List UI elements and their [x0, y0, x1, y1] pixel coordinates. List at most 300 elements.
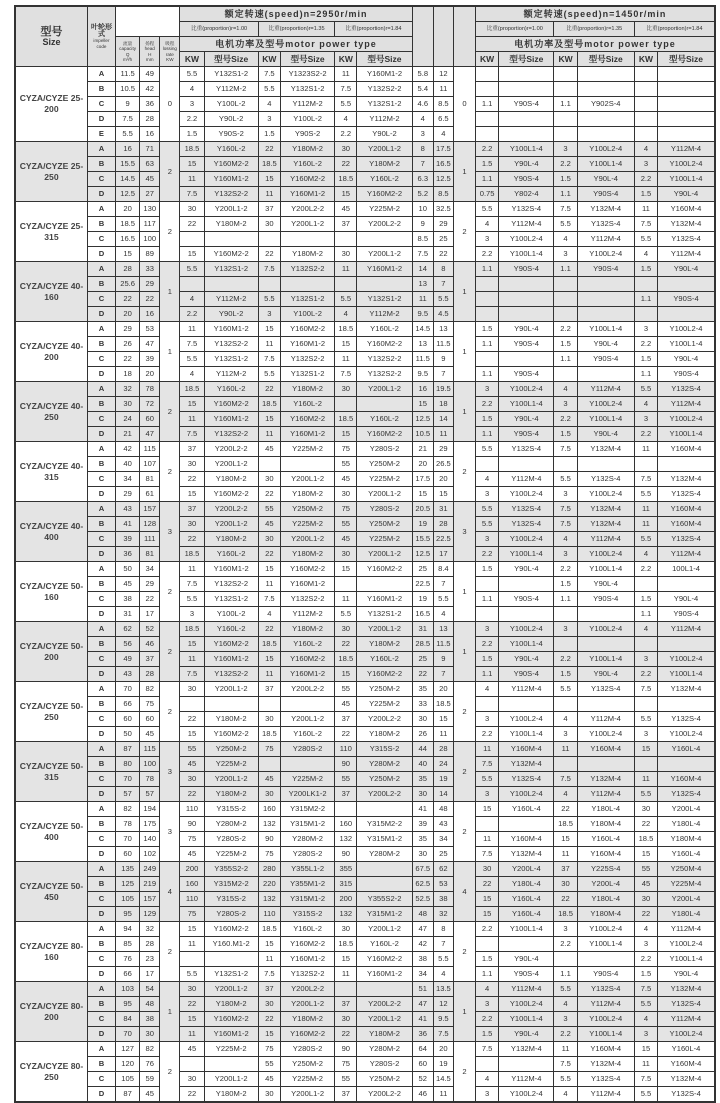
head-cell: 82 [140, 1042, 160, 1057]
head-cell: 107 [140, 457, 160, 472]
motor-model-1450-cell: Y90L-4 [577, 427, 634, 442]
motor-model-1450-cell: Y112M-4 [658, 397, 715, 412]
capacity-cell: 87 [116, 1087, 140, 1103]
kw-1450-cell: 30 [634, 892, 657, 907]
kw-1450-cell: 1.5 [554, 667, 577, 682]
motor-model-1450-cell: Y90S-4 [499, 97, 554, 112]
kw-cell: 30 [258, 712, 280, 727]
kw-cell: 18.5 [258, 637, 280, 652]
motor-model-cell: Y280S-2 [280, 1042, 334, 1057]
motor-model-cell: Y200L1-2 [280, 997, 334, 1012]
kw-1450-cell [634, 82, 657, 97]
impeller-code-cell: B [87, 517, 115, 532]
kw-cell: 5.5 [258, 292, 280, 307]
impeller-code-cell: B [87, 337, 115, 352]
head-cell: 39 [140, 352, 160, 367]
npsh-1450-cell: 2 [453, 922, 475, 982]
kw-cell: 15 [258, 322, 280, 337]
motor-model-1450-cell: Y100L2-4 [577, 142, 634, 157]
motor-model-cell: Y355S2-2 [204, 862, 258, 877]
motor-model-1450-cell: Y90S-4 [658, 367, 715, 382]
motor-model-1450-cell: Y100L2-4 [499, 712, 554, 727]
motor-model-cell: Y160M2-2 [357, 952, 412, 967]
capacity-cell: 95 [116, 997, 140, 1012]
motor-model-cell: Y160M1-2 [280, 952, 334, 967]
kw-cell: 22 [258, 547, 280, 562]
kw-cell: 55 [258, 502, 280, 517]
motor-model-cell: Y280S-2 [357, 442, 412, 457]
impeller-code-cell: C [87, 892, 115, 907]
motor-model-cell: Y280S-2 [280, 742, 334, 757]
motor-model-cell: Y315M1-2 [357, 832, 412, 847]
model-size-cell: CYZA/CYZE 80-250 [15, 1042, 87, 1103]
capacity-1450-cell: 3 [412, 127, 433, 142]
motor-model-1450-cell: Y100L1-4 [577, 412, 634, 427]
table-row [15, 712, 715, 727]
impeller-code-cell: A [87, 502, 115, 517]
motor-model-1450-cell: Y180M-4 [658, 832, 715, 847]
kw-1450-cell: 1.1 [554, 187, 577, 202]
table-row [15, 877, 715, 892]
capacity-cell: 9 [116, 97, 140, 112]
table-row [15, 697, 715, 712]
motor-model-cell: Y315M1-2 [280, 892, 334, 907]
motor-model-1450-cell: Y90L-4 [577, 577, 634, 592]
motor-model-cell: Y132S1-2 [357, 292, 412, 307]
motor-model-cell: Y132S1-2 [357, 607, 412, 622]
motor-model-cell: Y160M2-2 [204, 397, 258, 412]
kw-1450-cell: 5.5 [634, 712, 657, 727]
motor-model-1450-cell: Y132M-4 [499, 847, 554, 862]
model-size-cell: CYZA/CYZE 40-315 [15, 442, 87, 502]
impeller-code-cell: A [87, 802, 115, 817]
impeller-code-cell: D [87, 967, 115, 982]
kw-1450-cell: 3 [554, 247, 577, 262]
kw-cell: 30 [180, 982, 204, 997]
kw-cell: 110 [180, 892, 204, 907]
kw-cell: 7.5 [180, 337, 204, 352]
motor-model-1450-cell: Y90L-4 [499, 652, 554, 667]
motor-model-cell [357, 232, 412, 247]
kw-1450-cell: 30 [634, 802, 657, 817]
head-cell: 23 [140, 952, 160, 967]
motor-model-1450-cell: Y132M-4 [577, 502, 634, 517]
motor-model-cell: Y160M1-2 [204, 412, 258, 427]
capacity-1450-cell: 19 [412, 592, 433, 607]
size-col-header: 型号Size [204, 52, 258, 67]
kw-1450-cell: 3 [634, 412, 657, 427]
head-1450-cell: 13 [433, 622, 453, 637]
motor-model-cell: Y132S1-2 [357, 97, 412, 112]
motor-model-cell: Y180M-2 [204, 217, 258, 232]
motor-model-1450-cell: Y200L-4 [499, 862, 554, 877]
kw-cell: 75 [258, 847, 280, 862]
capacity-1450-cell: 11 [412, 292, 433, 307]
head-cell: 36 [140, 97, 160, 112]
kw-cell: 22 [335, 637, 357, 652]
kw-1450-cell: 1.5 [634, 592, 657, 607]
npsh-cell: 2 [160, 1042, 180, 1103]
table-row [15, 607, 715, 622]
table-row [15, 592, 715, 607]
head-cell: 47 [140, 337, 160, 352]
motor-model-1450-cell: Y160M-4 [658, 517, 715, 532]
head-cell: 81 [140, 472, 160, 487]
motor-model-1450-cell: Y100L1-4 [499, 1012, 554, 1027]
motor-model-1450-cell: Y180L-4 [577, 892, 634, 907]
npsh-1450-cell: 4 [453, 862, 475, 922]
motor-model-cell: Y132S2-2 [280, 352, 334, 367]
motor-model-1450-cell: Y90S-4 [658, 607, 715, 622]
kw-cell: 220 [258, 877, 280, 892]
kw-1450-cell [634, 67, 657, 82]
motor-model-1450-cell [658, 67, 715, 82]
kw-cell: 45 [258, 517, 280, 532]
motor-model-cell: Y160L-2 [357, 322, 412, 337]
kw-1450-cell: 15 [634, 742, 657, 757]
kw-cell: 11 [335, 967, 357, 982]
motor-model-1450-cell [658, 127, 715, 142]
kw-cell [180, 1057, 204, 1072]
motor-model-cell: Y200L1-2 [204, 772, 258, 787]
kw-cell [258, 277, 280, 292]
kw-1450-cell: 22 [554, 892, 577, 907]
kw-1450-cell: 22 [634, 817, 657, 832]
kw-1450-cell: 4 [476, 217, 499, 232]
kw-1450-cell: 1.5 [476, 322, 499, 337]
head-1450-cell: 19 [433, 772, 453, 787]
motor-model-cell: Y160M1-2 [280, 337, 334, 352]
motor-model-1450-cell [499, 937, 554, 952]
motor-model-1450-cell: Y90S-4 [577, 967, 634, 982]
kw-cell: 22 [258, 142, 280, 157]
kw-1450-cell [476, 127, 499, 142]
motor-model-cell: Y160M2-2 [204, 1012, 258, 1027]
kw-cell: 7.5 [180, 667, 204, 682]
capacity-1450-cell: 5.4 [412, 82, 433, 97]
kw-1450-cell: 5.5 [554, 682, 577, 697]
kw-cell: 75 [335, 502, 357, 517]
motor-model-1450-cell: Y132M-4 [658, 472, 715, 487]
motor-model-cell: Y250M-2 [357, 1072, 412, 1087]
motor-model-cell: Y180M-2 [357, 157, 412, 172]
kw-cell: 3 [258, 307, 280, 322]
head-cell: 102 [140, 847, 160, 862]
capacity-1450-cell: 8.5 [412, 232, 433, 247]
impeller-code-cell: A [87, 622, 115, 637]
kw-1450-cell [476, 67, 499, 82]
impeller-code-cell: A [87, 742, 115, 757]
motor-model-cell: Y200LK1-2 [280, 787, 334, 802]
kw-cell: 30 [258, 1087, 280, 1103]
head-cell: 37 [140, 652, 160, 667]
table-row [15, 217, 715, 232]
head-cell: 49 [140, 67, 160, 82]
motor-model-cell [204, 1057, 258, 1072]
motor-model-1450-cell: Y90L-4 [658, 592, 715, 607]
kw-1450-cell: 2.2 [634, 427, 657, 442]
head-1450-cell: 17.5 [433, 142, 453, 157]
motor-model-cell: Y132S1-2 [280, 82, 334, 97]
kw-cell: 22 [180, 532, 204, 547]
motor-model-cell: Y132S2-2 [204, 187, 258, 202]
motor-model-1450-cell: Y100L2-4 [658, 652, 715, 667]
capacity-1450-cell: 20 [412, 457, 433, 472]
kw-1450-cell: 1.5 [554, 427, 577, 442]
capacity-1450-cell: 34 [412, 967, 433, 982]
impeller-code-cell: D [87, 187, 115, 202]
table-row [15, 727, 715, 742]
kw-1450-cell: 7.5 [554, 202, 577, 217]
head-1450-cell: 5.5 [433, 592, 453, 607]
head-1450-cell: 7 [433, 937, 453, 952]
capacity-cell: 66 [116, 697, 140, 712]
kw-1450-cell [634, 457, 657, 472]
kw-1450-cell: 2.2 [476, 1012, 499, 1027]
motor-model-cell: Y160M1-2 [357, 967, 412, 982]
motor-model-1450-cell: Y112M-4 [499, 682, 554, 697]
capacity-1450-cell: 41 [412, 802, 433, 817]
capacity-1450-cell: 17.5 [412, 472, 433, 487]
npsh-1450-cell: 2 [453, 742, 475, 802]
capacity-cell: 42 [116, 442, 140, 457]
kw-1450-cell: 1.1 [634, 367, 657, 382]
kw-1450-cell: 4 [554, 382, 577, 397]
kw-cell: 132 [258, 892, 280, 907]
motor-model-1450-cell [499, 607, 554, 622]
motor-model-1450-cell: Y132M-4 [577, 772, 634, 787]
motor-model-cell: Y355S2-2 [357, 892, 412, 907]
capacity-cell: 82 [116, 802, 140, 817]
capacity-cell: 5.5 [116, 127, 140, 142]
motor-model-1450-cell: Y160M-4 [577, 742, 634, 757]
kw-cell: 90 [180, 817, 204, 832]
capacity-1450-cell: 22.5 [412, 577, 433, 592]
npsh-cell: 3 [160, 742, 180, 802]
motor-model-cell: Y160M2-2 [280, 172, 334, 187]
motor-model-1450-cell: Y160M-4 [658, 442, 715, 457]
motor-model-cell: Y225M-2 [280, 442, 334, 457]
motor-model-cell: Y90S-2 [280, 127, 334, 142]
impeller-code-cell: C [87, 1012, 115, 1027]
capacity-cell: 87 [116, 742, 140, 757]
npsh-cn: 吸程 [165, 40, 175, 46]
motor-model-cell: Y250M-2 [357, 457, 412, 472]
kw-cell: 18.5 [258, 922, 280, 937]
capacity-cell: 18.5 [116, 217, 140, 232]
motor-model-1450-cell [577, 292, 634, 307]
motor-model-cell: Y160L-2 [357, 412, 412, 427]
motor-model-1450-cell [658, 112, 715, 127]
table-row [15, 757, 715, 772]
kw-1450-cell: 18.5 [554, 817, 577, 832]
head-1450-cell: 29 [433, 442, 453, 457]
impeller-code-cell: B [87, 697, 115, 712]
prop-100-header-1450: 比重(proportion)r=1.00 [476, 22, 554, 37]
kw-cell: 30 [335, 1012, 357, 1027]
motor-model-cell: Y225M-2 [204, 1042, 258, 1057]
npsh-cell: 2 [160, 622, 180, 682]
impeller-code-cell: A [87, 1042, 115, 1057]
motor-model-cell: Y112M-2 [357, 112, 412, 127]
table-row [15, 1027, 715, 1042]
kw-cell: 11 [180, 412, 204, 427]
motor-model-1450-cell: Y200L-4 [658, 892, 715, 907]
kw-cell: 75 [180, 907, 204, 922]
table-row [15, 982, 715, 997]
kw-1450-cell [634, 97, 657, 112]
impeller-code-cell: D [87, 787, 115, 802]
kw-1450-cell: 4 [554, 232, 577, 247]
motor-model-1450-cell: Y160L-4 [658, 742, 715, 757]
kw-cell: 30 [180, 517, 204, 532]
model-size-cell: CYZA/CYZE 50-160 [15, 562, 87, 622]
kw-cell: 18.5 [258, 157, 280, 172]
kw-cell: 7.5 [258, 67, 280, 82]
capacity-cell: 103 [116, 982, 140, 997]
table-row [15, 847, 715, 862]
motor-model-1450-cell: Y90S-4 [577, 262, 634, 277]
motor-model-cell: Y225M-2 [357, 532, 412, 547]
kw-1450-cell: 3 [476, 787, 499, 802]
kw-1450-cell: 11 [554, 742, 577, 757]
head-cell: 78 [140, 382, 160, 397]
capacity-cell: 24 [116, 412, 140, 427]
motor-model-cell: Y250M-2 [204, 742, 258, 757]
kw-1450-cell [476, 1057, 499, 1072]
motor-model-cell: Y315M1-2 [357, 907, 412, 922]
motor-model-cell [357, 862, 412, 877]
size-header-cn: 型号 [40, 25, 63, 38]
motor-model-1450-cell: Y112M-4 [658, 247, 715, 262]
capacity-1450-cell: 5.8 [412, 67, 433, 82]
table-body [15, 67, 715, 1103]
head-cell: 72 [140, 397, 160, 412]
capacity-cell: 16 [116, 142, 140, 157]
kw-1450-cell: 2.2 [476, 637, 499, 652]
capacity-1450-cell: 47 [412, 997, 433, 1012]
kw-cell [180, 952, 204, 967]
kw-1450-cell: 11 [554, 1042, 577, 1057]
motor-model-cell: Y225M-2 [204, 757, 258, 772]
kw-1450-cell [634, 757, 657, 772]
capacity-1450-cell: 12.5 [412, 412, 433, 427]
kw-cell: 37 [335, 997, 357, 1012]
kw-1450-cell: 3 [476, 1087, 499, 1103]
kw-1450-cell: 4 [476, 982, 499, 997]
motor-model-1450-cell [577, 757, 634, 772]
motor-model-cell: Y225M-2 [357, 202, 412, 217]
motor-model-1450-cell: Y90L-4 [499, 412, 554, 427]
prop-100-header: 比重(proportion)r=1.00 [180, 22, 258, 37]
capacity-1450-cell: 20.5 [412, 502, 433, 517]
capacity-cell: 70 [116, 682, 140, 697]
kw-1450-cell [476, 82, 499, 97]
motor-model-cell: Y200L1-2 [204, 517, 258, 532]
kw-cell: 30 [335, 922, 357, 937]
kw-1450-cell: 11 [476, 742, 499, 757]
head-cell: 48 [140, 997, 160, 1012]
head-1450-cell: 7 [433, 367, 453, 382]
motor-model-1450-cell: Y112M-4 [499, 217, 554, 232]
motor-model-1450-cell [499, 457, 554, 472]
motor-model-1450-cell: Y180L-4 [577, 802, 634, 817]
kw-cell [258, 697, 280, 712]
capacity-cell: 127 [116, 1042, 140, 1057]
head-1450-cell: 11 [433, 427, 453, 442]
motor-model-cell: Y90L-2 [204, 307, 258, 322]
head-cell: 89 [140, 247, 160, 262]
kw-cell: 45 [258, 1072, 280, 1087]
kw-1450-cell: 4 [476, 682, 499, 697]
motor-model-cell: Y160M2-2 [280, 652, 334, 667]
head-cell: 60 [140, 412, 160, 427]
head-cell: 219 [140, 877, 160, 892]
kw-1450-cell: 2.2 [476, 247, 499, 262]
impeller-code-cell: D [87, 427, 115, 442]
head-1450-cell: 25 [433, 847, 453, 862]
head-1450-cell: 9 [433, 352, 453, 367]
table-row [15, 442, 715, 457]
motor-model-1450-cell: Y100L1-4 [658, 337, 715, 352]
table-row [15, 922, 715, 937]
capacity-cell: 40 [116, 457, 140, 472]
motor-model-1450-cell: Y100L1-4 [499, 637, 554, 652]
table-row [15, 97, 715, 112]
motor-model-cell: Y112M-2 [280, 607, 334, 622]
impeller-code-cell: C [87, 712, 115, 727]
kw-cell: 15 [180, 727, 204, 742]
kw-1450-cell: 3 [476, 232, 499, 247]
motor-model-1450-cell [658, 457, 715, 472]
capacity-1450-cell: 47 [412, 922, 433, 937]
kw-cell: 75 [258, 1042, 280, 1057]
kw-1450-cell: 7.5 [554, 772, 577, 787]
motor-model-cell: Y160M2-2 [280, 322, 334, 337]
motor-model-1450-cell: Y160M-4 [499, 832, 554, 847]
model-size-cell: CYZA/CYZE 50-450 [15, 862, 87, 922]
npsh-1450-cell: 1 [453, 382, 475, 442]
motor-model-cell: Y225M-2 [357, 697, 412, 712]
motor-model-1450-cell: Y112M-4 [499, 472, 554, 487]
table-row [15, 382, 715, 397]
impeller-code-cell: D [87, 367, 115, 382]
kw-1450-cell [554, 292, 577, 307]
motor-model-1450-cell: Y160M-4 [499, 742, 554, 757]
speed-2950-header: 额定转速(speed)n=2950r/min [180, 6, 412, 22]
kw-1450-cell: 2.2 [634, 667, 657, 682]
kw-1450-cell [554, 307, 577, 322]
capacity-1450-cell: 16.5 [412, 607, 433, 622]
kw-cell: 37 [335, 712, 357, 727]
motor-model-cell: Y180M-2 [204, 787, 258, 802]
kw-1450-cell: 3 [476, 382, 499, 397]
head-1450-cell: 4 [433, 127, 453, 142]
head-1450-cell: 32.5 [433, 202, 453, 217]
motor-model-cell: Y112M-2 [204, 367, 258, 382]
motor-model-1450-cell: Y225M-4 [658, 877, 715, 892]
kw-cell: 110 [180, 802, 204, 817]
motor-model-cell [280, 232, 334, 247]
table-row [15, 652, 715, 667]
kw-cell: 1.5 [258, 127, 280, 142]
kw-1450-cell: 11 [634, 517, 657, 532]
motor-model-1450-cell: Y132M-4 [658, 217, 715, 232]
motor-model-1450-cell: Y100L2-4 [577, 547, 634, 562]
kw-cell: 315 [335, 877, 357, 892]
motor-model-1450-cell: Y132S-4 [658, 1087, 715, 1103]
motor-model-1450-cell [577, 277, 634, 292]
